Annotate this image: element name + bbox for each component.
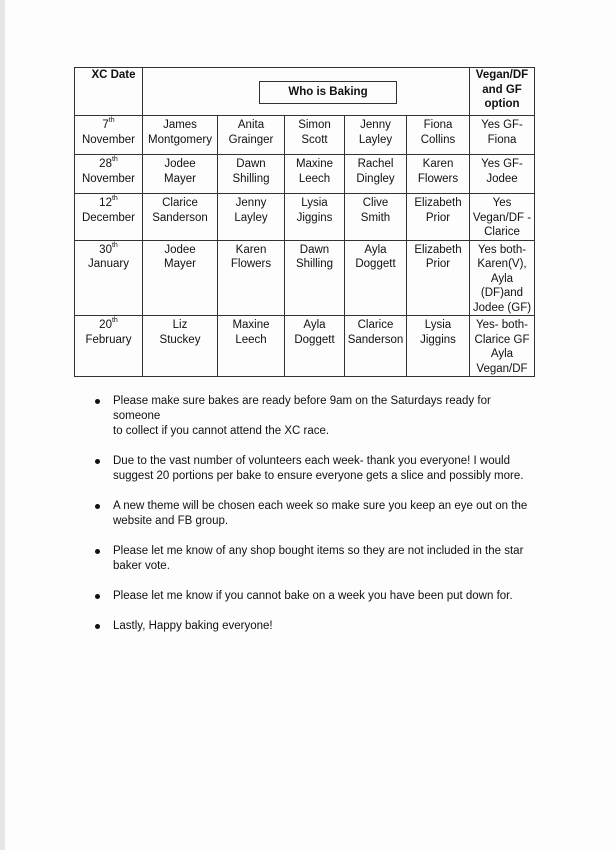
baker-cell	[285, 194, 345, 241]
note-item	[95, 589, 535, 604]
baker-cell	[407, 194, 470, 241]
date-day: 28th	[99, 156, 118, 170]
baker-cell	[218, 155, 285, 194]
table-row	[75, 155, 535, 194]
baker-cell	[345, 116, 407, 155]
baker-cell	[218, 240, 285, 316]
note-line: Please let me know of any shop bought items so they are not included in the star	[113, 545, 524, 557]
date-day: 30th	[99, 241, 118, 256]
bullet-icon	[95, 459, 100, 464]
baker-cell	[407, 155, 470, 194]
baker-first-name: Clarice	[357, 319, 394, 331]
baker-last-name: Doggett	[355, 258, 396, 270]
date-month: February	[85, 333, 132, 346]
date-month: November	[81, 172, 136, 185]
baker-first-name: Simon	[298, 119, 331, 131]
baker-cell	[143, 194, 218, 241]
baker-cell	[345, 316, 407, 377]
baker-last-name: Smith	[360, 211, 391, 224]
notes-list	[95, 394, 535, 649]
baker-last-name: Flowers	[230, 258, 272, 270]
baker-cell	[218, 116, 285, 155]
baker-cell	[218, 194, 285, 241]
baker-cell	[345, 194, 407, 241]
baker-last-name: Mayer	[164, 258, 196, 270]
note-line: Please let me know if you cannot bake on a week you have been put down for.	[113, 590, 513, 602]
table-row	[75, 194, 535, 241]
note-item	[95, 619, 535, 634]
note-line: Lastly, Happy baking everyone!	[113, 620, 273, 632]
baker-cell	[143, 155, 218, 194]
baker-last-name: Mayer	[164, 172, 196, 185]
baker-last-name: Shilling	[295, 258, 334, 270]
baker-last-name: Shilling	[232, 172, 270, 185]
header-who-is-baking: Who is Baking	[259, 81, 397, 104]
date-month: January	[88, 258, 129, 270]
baker-cell	[285, 155, 345, 194]
baker-first-name: Maxine	[295, 158, 334, 170]
bullet-icon	[95, 549, 100, 554]
note-line: to collect if you cannot attend the XC race.	[113, 425, 330, 437]
baker-first-name: Ayla	[303, 319, 326, 331]
baker-last-name: Montgomery	[148, 133, 212, 146]
baker-last-name: Prior	[425, 211, 451, 224]
xc-date-cell	[75, 194, 143, 241]
baker-cell	[218, 316, 285, 377]
baker-cell	[407, 116, 470, 155]
table-row	[75, 240, 535, 316]
vegan-option-cell	[470, 316, 535, 377]
baker-last-name: Sanderson	[152, 211, 208, 224]
baker-last-name: Layley	[234, 211, 268, 224]
date-month: November	[81, 133, 136, 146]
vegan-option-line: Yes GF-	[481, 119, 523, 131]
baker-cell	[407, 240, 470, 316]
note-line: Due to the vast number of volunteers each week- thank you everyone! I would	[113, 455, 510, 467]
baker-last-name: Prior	[425, 258, 451, 270]
vegan-option-line: (DF)and	[480, 287, 524, 299]
vegan-option-line: Yes both-	[477, 243, 527, 256]
baker-last-name: Collins	[420, 133, 456, 146]
vegan-option-line: Vegan/DF	[476, 362, 528, 375]
vegan-option-line: Yes	[492, 197, 512, 209]
baker-last-name: Leech	[298, 172, 331, 185]
bullet-icon	[95, 624, 100, 629]
baker-cell	[143, 116, 218, 155]
note-item	[95, 499, 535, 529]
xc-date-cell	[75, 240, 143, 316]
baker-first-name: Karen	[235, 243, 267, 256]
vegan-option-line: Karen(V),	[477, 258, 527, 270]
baker-last-name: Dingley	[356, 172, 395, 185]
header-xc-date: XC Date	[75, 68, 143, 116]
baker-first-name: Anita	[237, 119, 265, 131]
baker-first-name: Lysia	[301, 197, 328, 209]
note-item	[95, 394, 535, 439]
note-line: website and FB group.	[113, 515, 229, 527]
vegan-option-line: Ayla	[490, 348, 514, 360]
vegan-option-line: Fiona	[487, 133, 517, 146]
baker-cell	[345, 240, 407, 316]
baker-first-name: Liz	[172, 319, 188, 331]
bullet-icon	[95, 594, 100, 599]
vegan-option-line: Jodee	[486, 172, 518, 185]
baker-first-name: Jodee	[164, 158, 196, 170]
vegan-option-line: Clarice GF	[474, 333, 530, 346]
baker-first-name: Dawn	[236, 158, 266, 170]
baker-first-name: Fiona	[423, 119, 453, 131]
baker-first-name: Elizabeth	[414, 197, 462, 209]
baker-first-name: Clarice	[162, 197, 198, 209]
vegan-option-line: Vegan/DF -	[472, 211, 532, 224]
baker-first-name: Karen	[422, 158, 454, 170]
bullet-icon	[95, 399, 100, 404]
xc-date-cell	[75, 316, 143, 377]
vegan-option-cell	[470, 116, 535, 155]
baker-first-name: Ayla	[364, 243, 387, 256]
vegan-option-line: Yes GF-	[481, 158, 523, 170]
vegan-option-cell	[470, 240, 535, 316]
baker-first-name: Elizabeth	[414, 243, 462, 256]
baker-cell	[285, 116, 345, 155]
baker-cell	[285, 316, 345, 377]
baker-last-name: Sanderson	[347, 333, 404, 346]
baker-cell	[345, 155, 407, 194]
baker-last-name: Layley	[358, 133, 393, 146]
baker-last-name: Jiggins	[420, 333, 456, 346]
baker-first-name: Maxine	[232, 319, 270, 331]
xc-date-cell	[75, 155, 143, 194]
note-line: A new theme will be chosen each week so make sure you keep an eye out on the	[113, 500, 528, 512]
baker-last-name: Scott	[301, 133, 328, 146]
note-line: suggest 20 portions per bake to ensure everyone gets a slice and possibly more.	[113, 470, 524, 482]
bullet-icon	[95, 504, 100, 509]
baker-first-name: Clive	[362, 197, 389, 209]
baker-cell	[143, 240, 218, 316]
note-line: Please make sure bakes are ready before 9am on the Saturdays ready for someone	[113, 395, 491, 422]
vegan-option-cell	[470, 194, 535, 241]
vegan-option-line: Yes- both-	[476, 319, 528, 331]
baker-first-name: Jenny	[360, 119, 391, 131]
xc-date-cell	[75, 116, 143, 155]
table-row	[75, 316, 535, 377]
baker-first-name: James	[163, 119, 197, 131]
vegan-option-line: Ayla	[490, 272, 514, 285]
baker-last-name: Stuckey	[159, 333, 201, 346]
table-row	[75, 116, 535, 155]
vegan-option-line: Clarice	[484, 226, 520, 238]
baker-cell	[143, 316, 218, 377]
baker-first-name: Dawn	[299, 243, 330, 256]
baker-first-name: Jodee	[164, 243, 196, 256]
date-day: 7th	[102, 117, 115, 131]
note-item	[95, 454, 535, 484]
baking-rota-table	[74, 67, 535, 377]
baker-last-name: Leech	[235, 333, 267, 346]
baker-last-name: Grainger	[228, 133, 274, 146]
baker-last-name: Flowers	[417, 172, 459, 185]
baker-last-name: Jiggins	[296, 211, 333, 224]
note-item	[95, 544, 535, 574]
header-vegan-option: Vegan/DF and GF option	[470, 68, 535, 116]
baker-cell	[285, 240, 345, 316]
baker-first-name: Rachel	[357, 158, 394, 170]
baker-last-name: Doggett	[294, 333, 335, 346]
date-day: 12th	[99, 195, 118, 209]
baker-first-name: Jenny	[235, 197, 267, 209]
vegan-option-line: Jodee (GF)	[472, 301, 532, 314]
note-line: baker vote.	[113, 560, 170, 572]
baker-first-name: Lysia	[424, 319, 452, 331]
baker-cell	[407, 316, 470, 377]
date-day: 20th	[99, 317, 118, 331]
vegan-option-cell	[470, 155, 535, 194]
date-month: December	[81, 211, 136, 224]
